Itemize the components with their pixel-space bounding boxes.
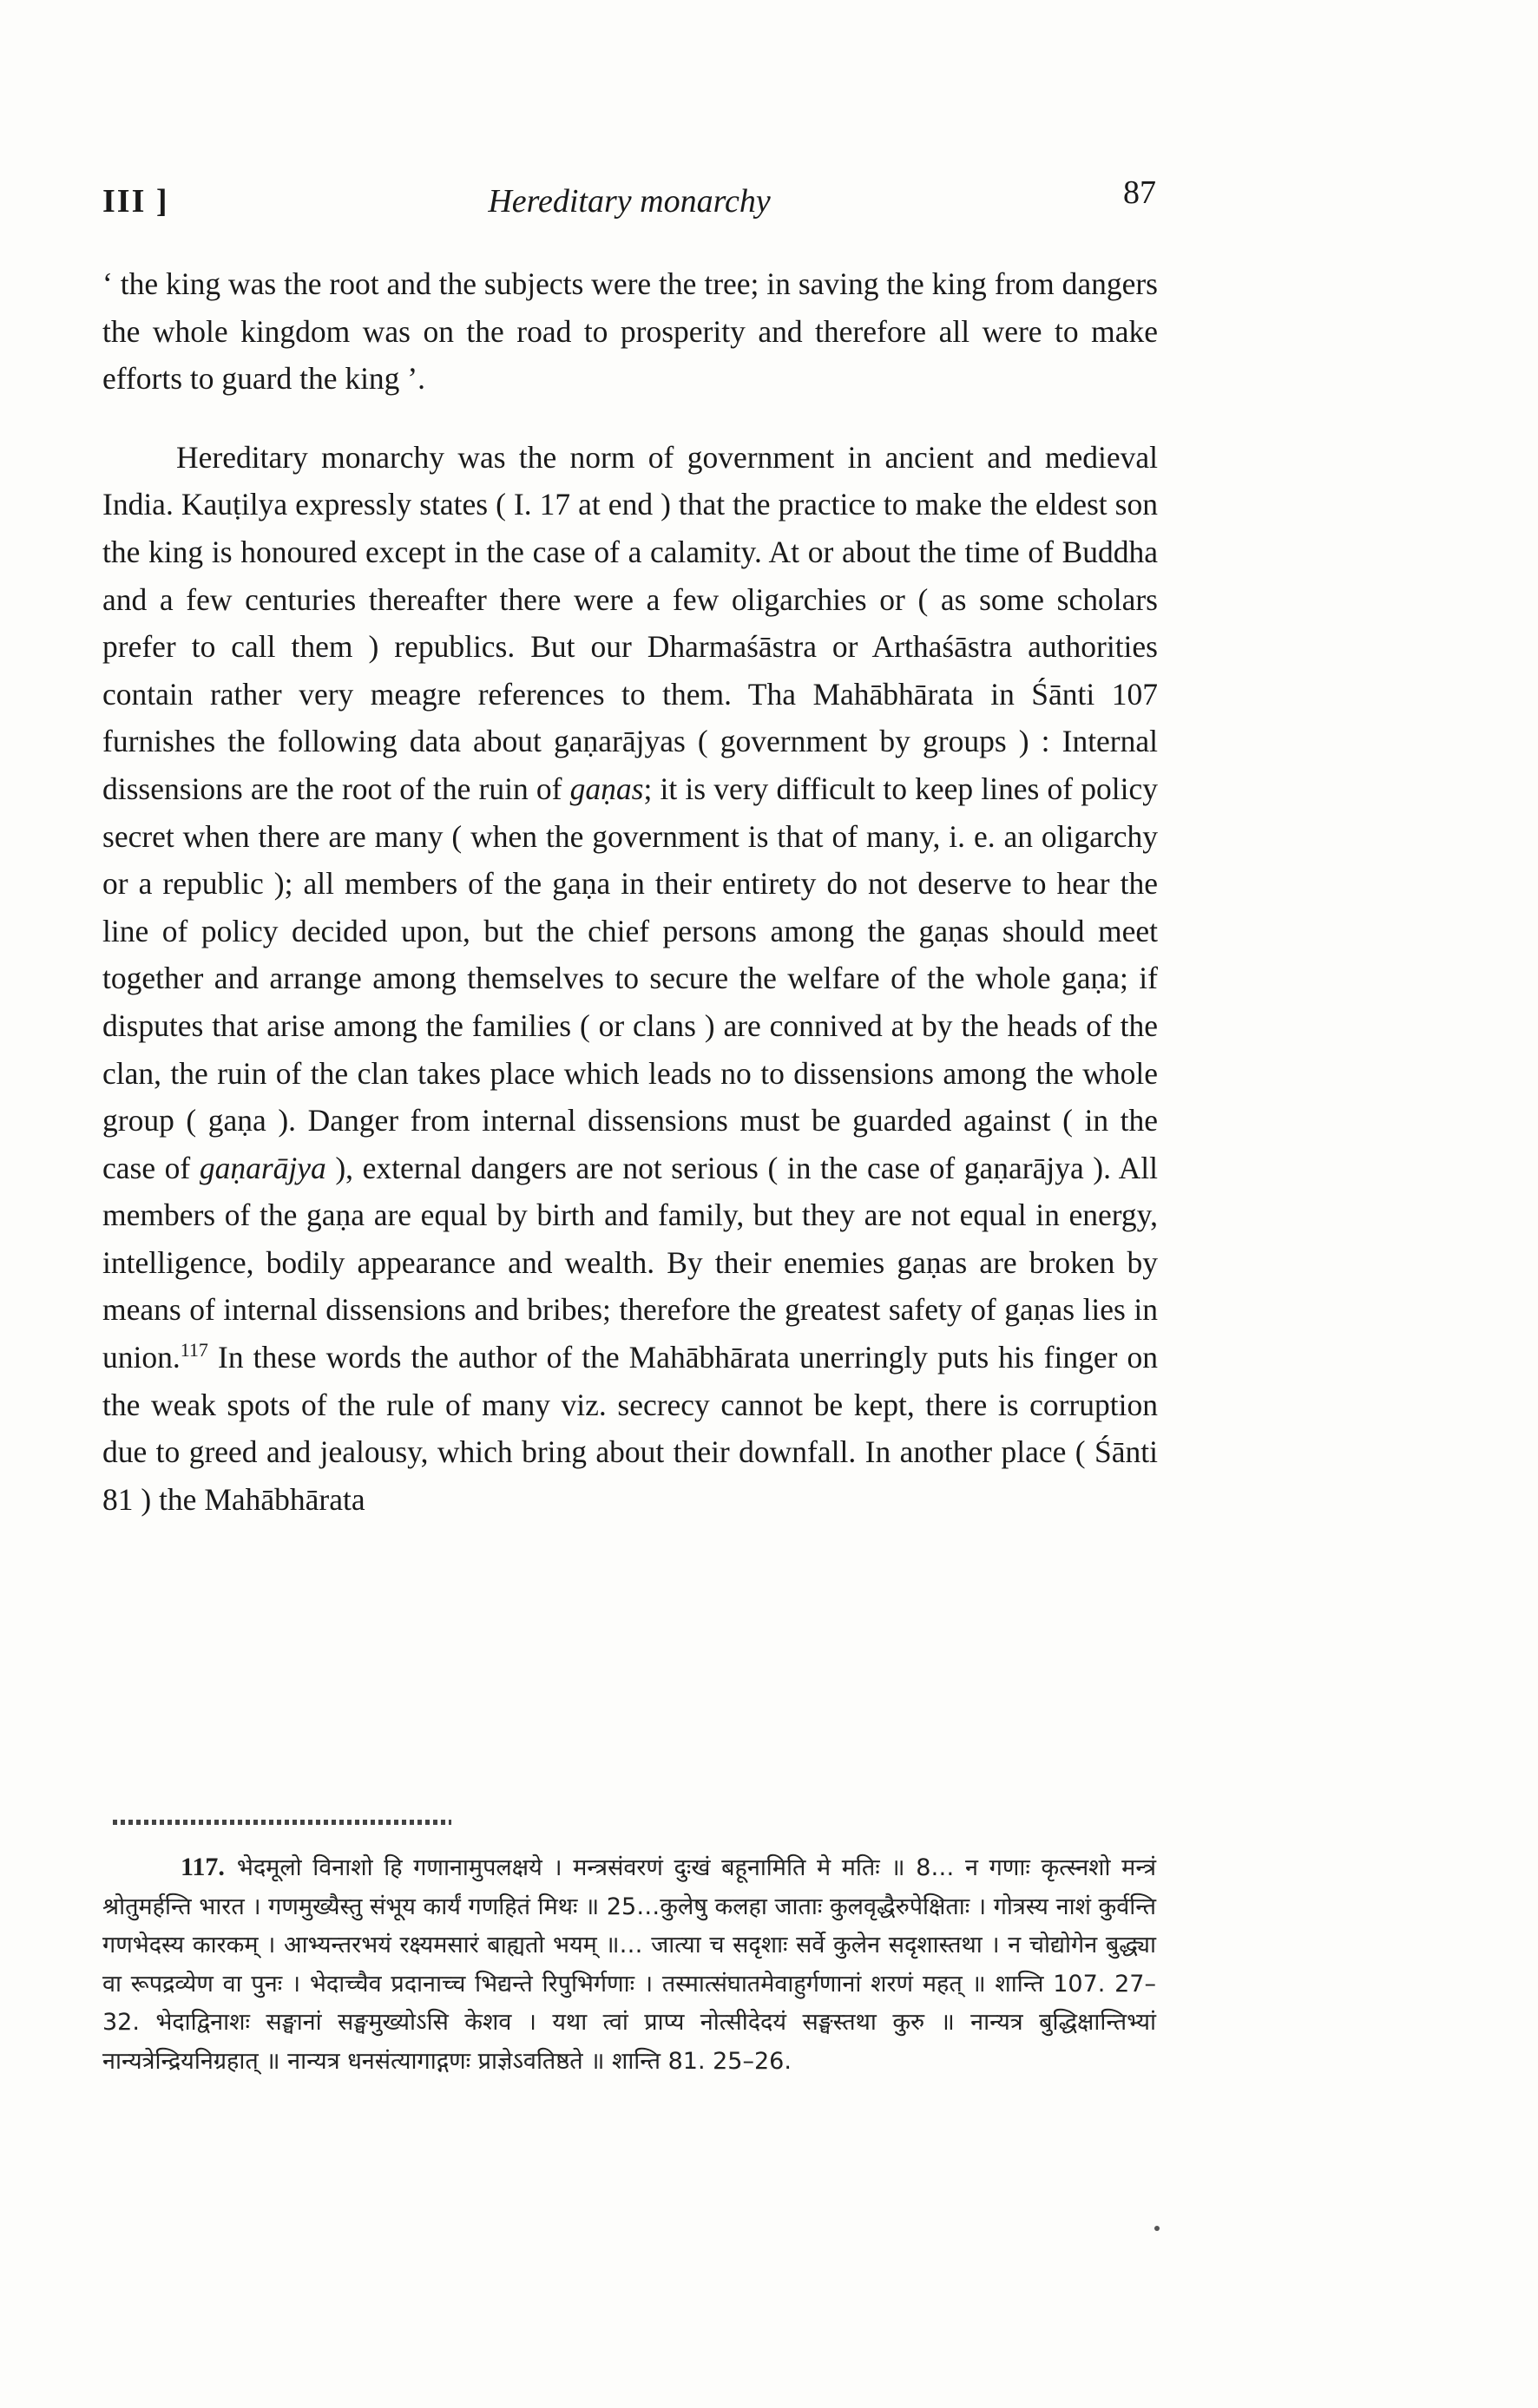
quote-paragraph: ‘ the king was the root and the subjects were the tree; in saving the king from dangers the whole kingdom was on the road to prosperity and therefore all were to make efforts to guard the king ’. [102, 266, 1158, 397]
main-paragraph [102, 434, 1158, 1524]
running-title: Hereditary monarchy [488, 183, 771, 220]
page-number: 87 [1123, 174, 1156, 211]
footnote [102, 1848, 1156, 2081]
running-head [102, 174, 1156, 226]
main-text-4: In these words the author of the Mahābhārata unerringly puts his finger on the weak spots of the rule of many viz. secrecy cannot be kept, there is corruption due to greed and jealousy, which bring about their downfall. In another place ( Śānti 81 ) the Mahābhārata [102, 1340, 1158, 1517]
main-italic-2: gaṇarājya [199, 1150, 326, 1185]
footnote-divider [113, 1820, 451, 1825]
main-text-3: ), external dangers are not serious ( in the case of gaṇarājya ). All members of the gaṇa are equal by birth and family, but they are not equal in energy, intelligence, bodily appearance and wealth. By their enemies gaṇas are broken by means of internal dissensions and bribes; therefore the greatest safety of gaṇas lies in union. [102, 1150, 1158, 1375]
footnote-number: 117. [181, 1853, 225, 1881]
chapter-marker: III ] [102, 183, 169, 220]
main-text-2: ; it is very difficult to keep lines of policy secret when there are many ( when the government is that of many, i. e. an oligarchy or a republic ); all members of the gaṇa in their entirety do not deserve to hear the line of policy decided upon, but the chief persons among the gaṇas should meet together and arrange among themselves to secure the welfare of the whole gaṇa; if disputes that arise among the families ( or clans ) are connived at by the heads of the clan, the ruin of the clan takes place which leads no to dissensions among the whole group ( gaṇa ). Danger from internal dissensions must be guarded against ( in the case of [102, 771, 1158, 1185]
footnote-text: भेदमूलो विनाशो हि गणानामुपलक्षये । मन्त्रसंवरणं दुःखं बहूनामिति मे मतिः ॥ 8… न गणाः कृत्स्नशो मन्त्रं श्रोतुमर्हन्ति भारत । गणमुख्यैस्तु संभूय कार्यं गणहितं मिथः ॥ 25…कुलेषु कलहा जाताः कुलवृद्धैरुपेक्षिताः । गोत्रस्य नाशं कुर्वन्ति गणभेदस्य कारकम् । आभ्यन्तरभयं रक्ष्यमसारं बाह्यतो भयम् ॥… जात्या च सदृशाः सर्वे कुलेन सदृशास्तथा । न चोद्योगेन बुद्ध्या वा रूपद्रव्येण वा पुनः । भेदाच्चैव प्रदानाच्च भिद्यन्ते रिपुभिर्गणाः । तस्मात्संघातमेवाहुर्गणानां शरणं महत् ॥ शान्ति 107. 27–32. भेदाद्विनाशः सङ्घानां सङ्घमुख्योऽसि केशव । यथा त्वां प्राप्य नोत्सीदेदयं सङ्घस्तथा कुरु ॥ नान्यत्र बुद्धिक्षान्तिभ्यां नान्यत्रेन्द्रियनिग्रहात् ॥ नान्यत्र धनसंत्यागाद्गणः प्राज्ञेऽवतिष्ठते ॥ शान्ति 81. 25–26. [102, 1854, 1156, 2075]
main-italic-1: gaṇas [569, 771, 644, 806]
main-text-1: Hereditary monarchy was the norm of government in ancient and medieval India. Kauṭilya expressly states ( I. 17 at end ) that the practice to make the eldest son the king is honoured except in the case of a calamity. At or about the time of Buddha and a few centuries thereafter there were a few oligarchies or ( as some scholars prefer to call them ) republics. But our Dharmaśāstra or Arthaśāstra authorities contain rather very meagre references to them. Tha Mahābhārata in Śānti 107 furnishes the following data about gaṇarājyas ( government by groups ) : Internal dissensions are the root of the ruin of [102, 439, 1158, 806]
page-speck [1154, 2226, 1160, 2231]
body-text [102, 260, 1158, 1523]
footnote-reference[interactable]: 117 [180, 1339, 208, 1361]
